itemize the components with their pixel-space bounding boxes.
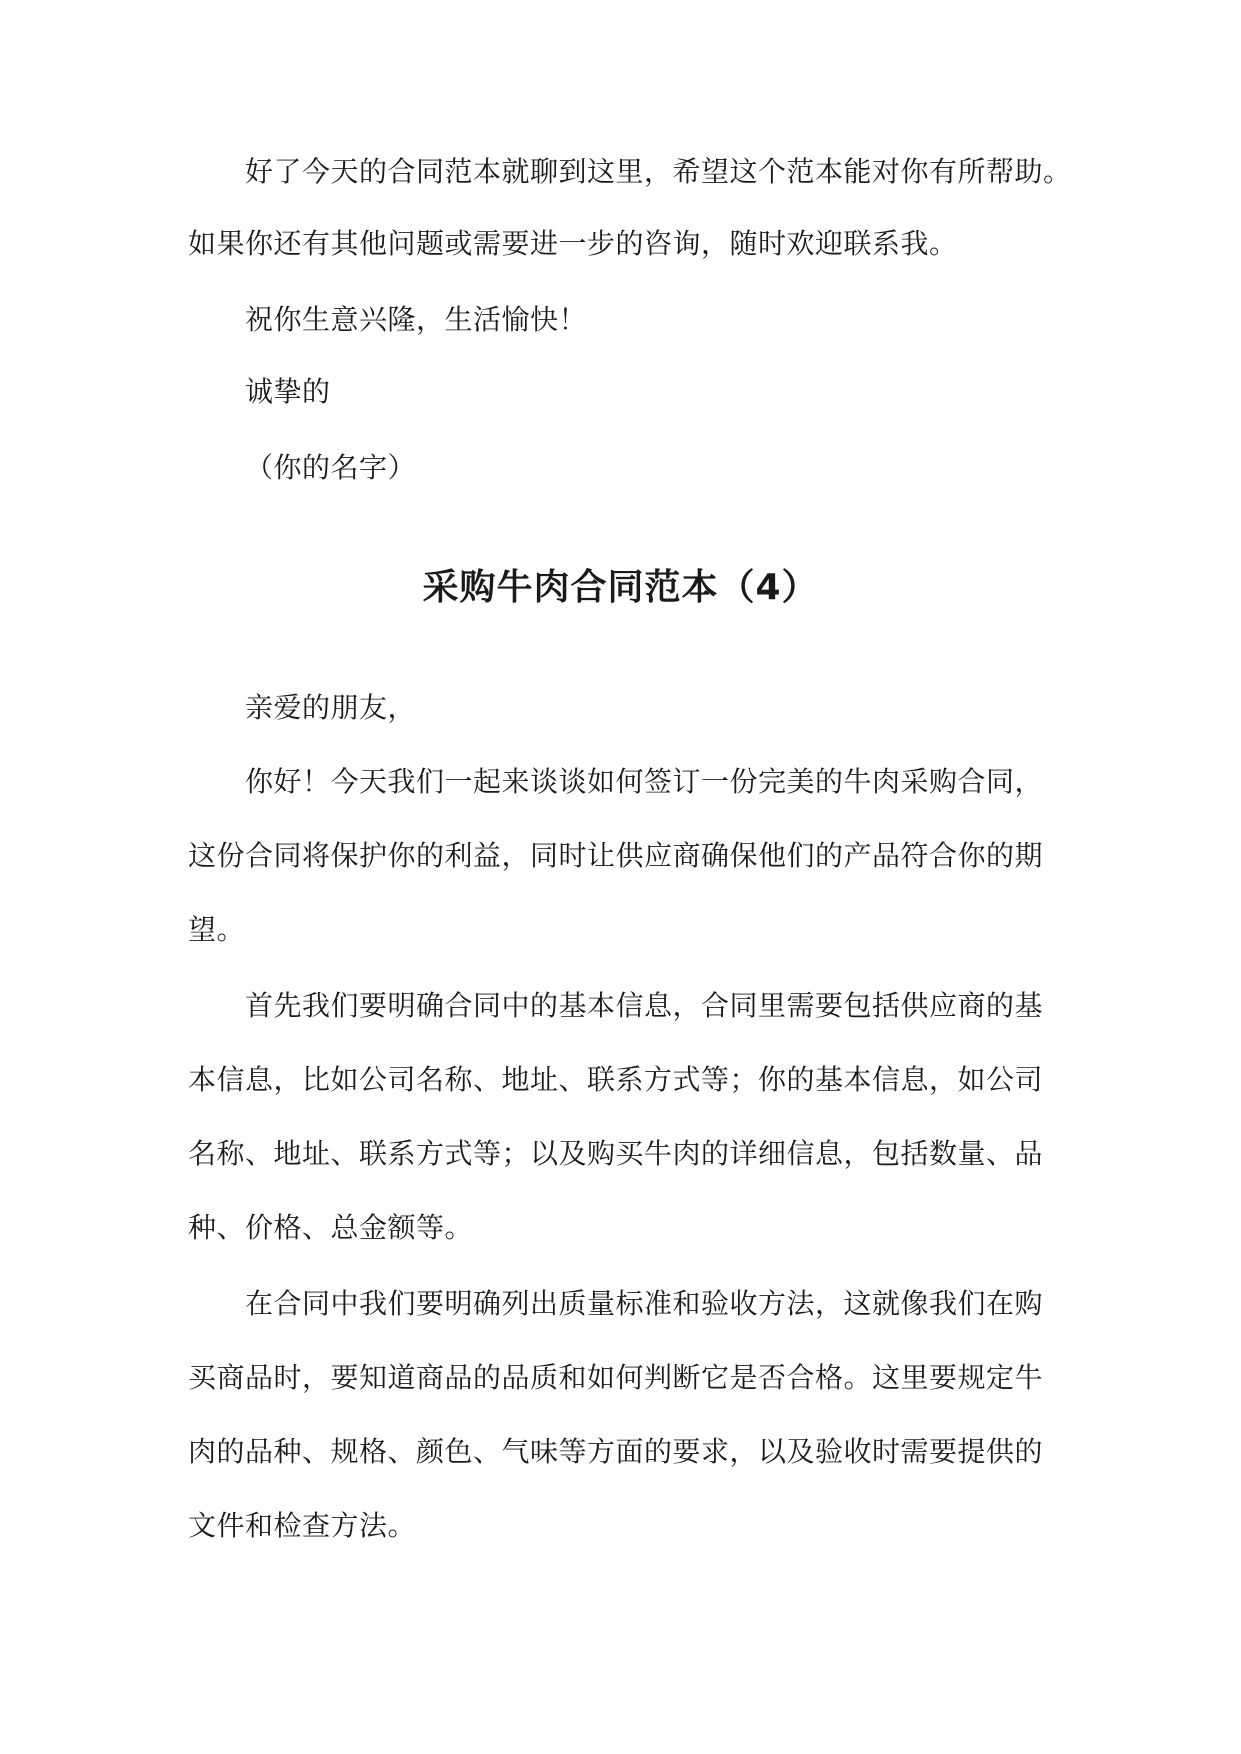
paragraph-3-line-2: 买商品时，要知道商品的品质和如何判断它是否合格。这里要规定牛 [188,1361,1044,1394]
paragraph-2-line-2: 本信息，比如公司名称、地址、联系方式等；你的基本信息，如公司 [188,1063,1044,1096]
paragraph-1-line-3: 望。 [188,913,246,946]
closing-wishes: 祝你生意兴隆，生活愉快！ [245,303,588,336]
closing-paragraph-line-2: 如果你还有其他问题或需要进一步的咨询，随时欢迎联系我。 [188,227,958,260]
greeting: 亲爱的朋友， [245,691,417,724]
paragraph-1-line-1: 你好！今天我们一起来谈谈如何签订一份完美的牛肉采购合同， [245,765,1044,798]
signature-placeholder: （你的名字） [245,451,417,484]
paragraph-3-line-3: 肉的品种、规格、颜色、气味等方面的要求，以及验收时需要提供的 [188,1435,1044,1468]
paragraph-2-line-4: 种、价格、总金额等。 [188,1211,474,1244]
section-title: 采购牛肉合同范本（4） [422,567,819,608]
paragraph-2-line-3: 名称、地址、联系方式等；以及购买牛肉的详细信息，包括数量、品 [188,1137,1044,1170]
paragraph-2-line-1: 首先我们要明确合同中的基本信息，合同里需要包括供应商的基 [245,989,1044,1022]
paragraph-3-line-4: 文件和检查方法。 [188,1509,417,1542]
paragraph-1-line-2: 这份合同将保护你的利益，同时让供应商确保他们的产品符合你的期 [188,839,1044,872]
paragraph-3-line-1: 在合同中我们要明确列出质量标准和验收方法，这就像我们在购 [245,1287,1044,1320]
closing-paragraph-line-1: 好了今天的合同范本就聊到这里，希望这个范本能对你有所帮助。 [245,155,1072,188]
closing-salutation: 诚挚的 [245,375,331,408]
